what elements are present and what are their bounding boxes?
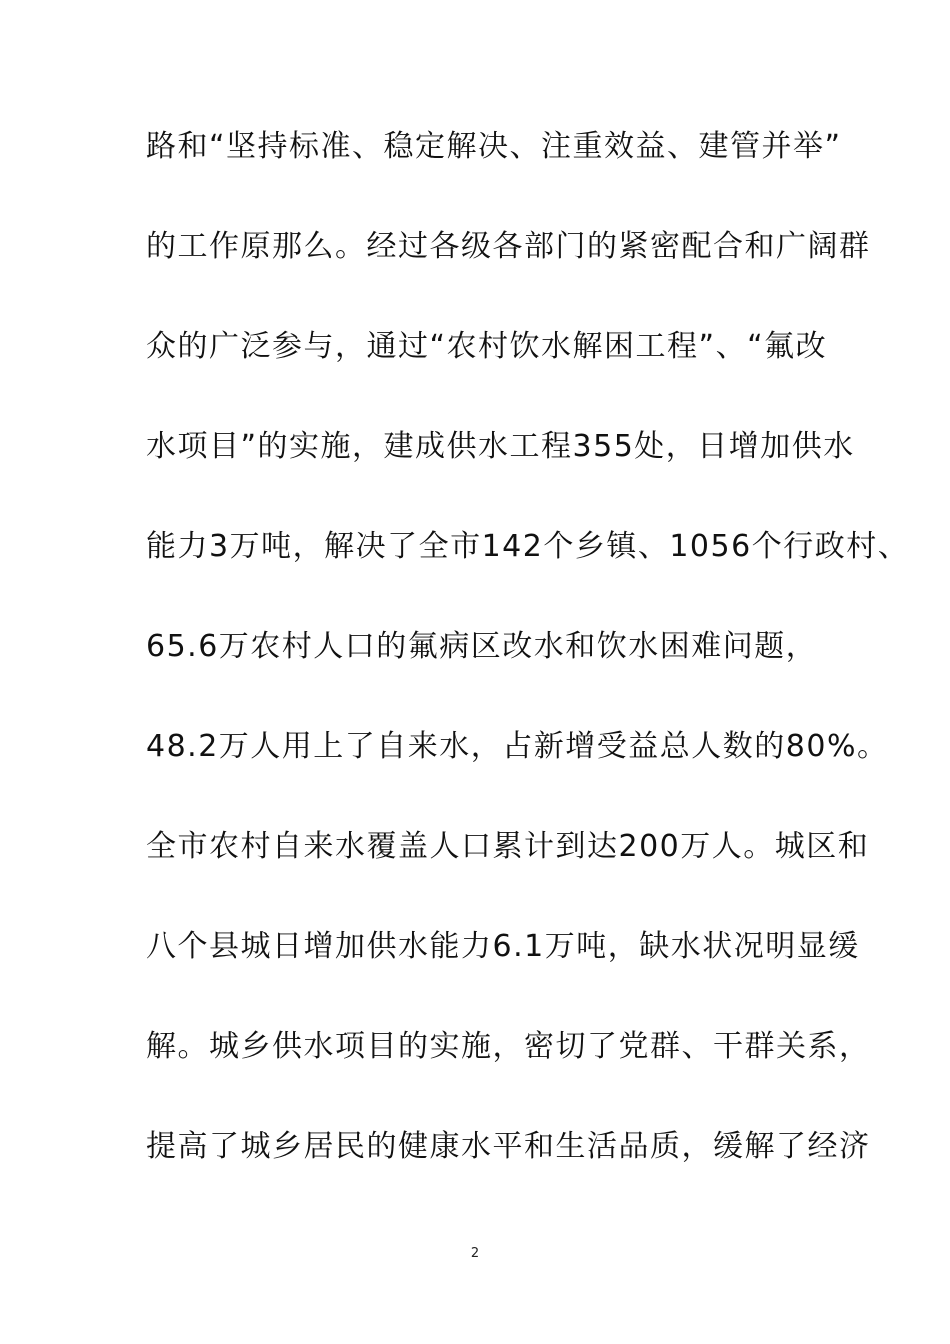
text-line: 解。城乡供水项目的实施，密切了党群、干群关系，: [146, 1029, 871, 1064]
text-line: 65.6万农村人口的氟病区改水和饮水困难问题，: [146, 629, 818, 664]
text-line: 能力3万吨，解决了全市142个乡镇、1056个行政村、: [146, 529, 910, 564]
text-line: 48.2万人用上了自来水，占新增受益总人数的80%。: [146, 729, 889, 764]
page-number: 2: [470, 1246, 480, 1261]
text-line: 提高了城乡居民的健康水平和生活品质，缓解了经济: [146, 1129, 871, 1164]
text-line: 水项目”的实施，建成供水工程355处，日增加供水: [146, 429, 855, 464]
text-line: 路和“坚持标准、稳定解决、注重效益、建管并举”: [146, 129, 842, 164]
text-line: 的工作原那么。经过各级各部门的紧密配合和广阔群: [146, 229, 871, 264]
text-line: 八个县城日增加供水能力6.1万吨，缺水状况明显缓: [146, 929, 860, 964]
text-line: 众的广泛参与，通过“农村饮水解困工程”、“氟改: [146, 329, 828, 364]
text-line: 全市农村自来水覆盖人口累计到达200万人。城区和: [146, 829, 870, 864]
